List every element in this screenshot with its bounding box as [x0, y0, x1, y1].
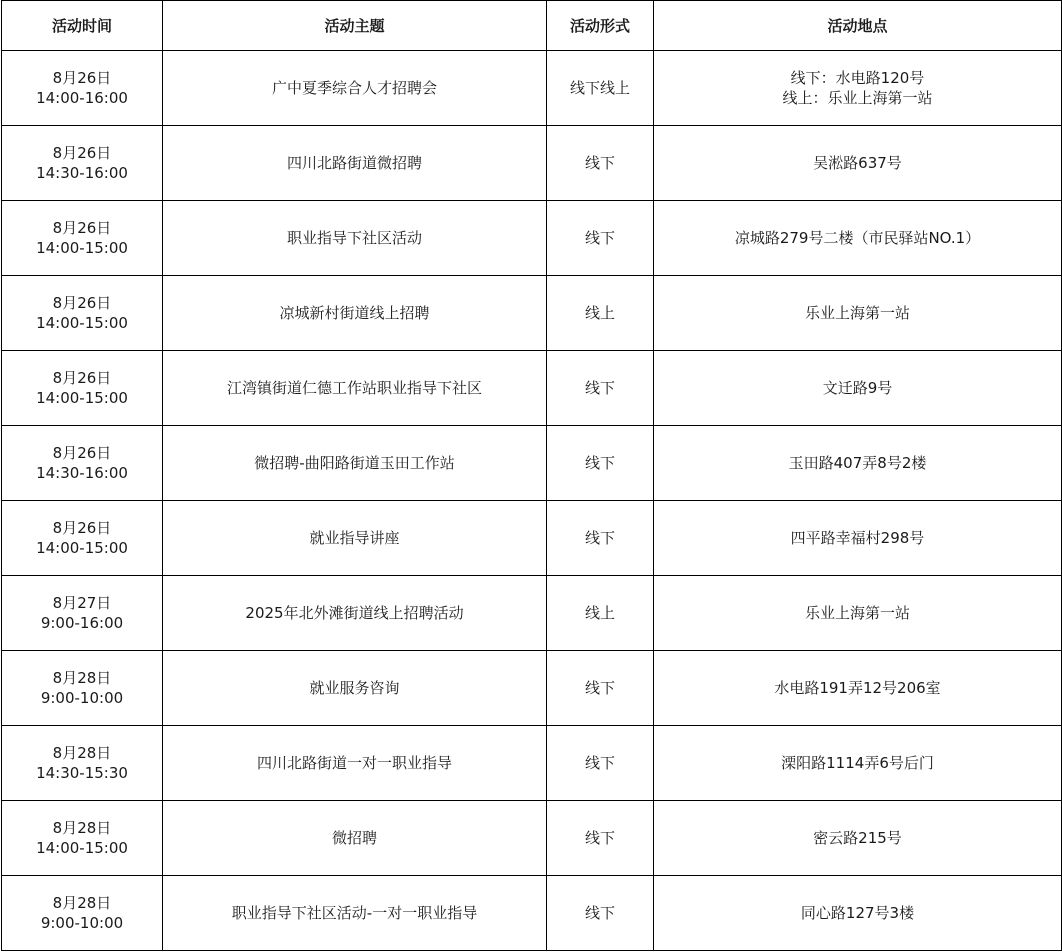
- activity-topic: 四川北路街道微招聘: [286, 154, 422, 172]
- table-row: [2, 876, 1062, 951]
- table-row: [2, 651, 1062, 726]
- cell-topic: [163, 651, 547, 726]
- activity-date: 8月27日: [52, 594, 112, 612]
- activity-place-secondary: 线上：乐业上海第一站: [782, 89, 933, 107]
- activity-place: 线下：水电路120号: [790, 69, 925, 87]
- cell-form: [547, 351, 654, 426]
- activity-time-range: 14:00-15:00: [36, 314, 128, 332]
- activity-form: 线下: [584, 754, 615, 772]
- cell-place: [654, 51, 1062, 126]
- cell-place: [654, 651, 1062, 726]
- activity-place: 凉城路279号二楼（市民驿站NO.1）: [734, 229, 981, 247]
- cell-place: [654, 801, 1062, 876]
- activity-date: 8月26日: [52, 444, 112, 462]
- cell-topic: [163, 426, 547, 501]
- activity-form: 线下: [584, 904, 615, 922]
- activity-schedule-table: [1, 0, 1062, 951]
- cell-form: [547, 426, 654, 501]
- activity-form: 线下: [584, 379, 615, 397]
- table-header-row: [2, 1, 1062, 51]
- cell-place: [654, 426, 1062, 501]
- activity-time-range: 14:00-16:00: [36, 89, 128, 107]
- table-row: [2, 276, 1062, 351]
- cell-form: [547, 276, 654, 351]
- activity-time-range: 14:00-15:00: [36, 839, 128, 857]
- activity-place: 乐业上海第一站: [804, 304, 910, 322]
- cell-time: [2, 51, 163, 126]
- cell-topic: [163, 276, 547, 351]
- activity-topic: 江湾镇街道仁德工作站职业指导下社区: [226, 379, 482, 397]
- activity-topic: 微招聘-曲阳路街道玉田工作站: [254, 454, 455, 472]
- activity-time-range: 14:00-15:00: [36, 239, 128, 257]
- cell-form: [547, 51, 654, 126]
- table-row: [2, 501, 1062, 576]
- activity-place: 密云路215号: [813, 829, 902, 847]
- table-row: [2, 201, 1062, 276]
- activity-place: 乐业上海第一站: [804, 604, 910, 622]
- cell-form: [547, 201, 654, 276]
- activity-form: 线下线上: [569, 79, 630, 97]
- cell-topic: [163, 351, 547, 426]
- activity-topic: 职业指导下社区活动-一对一职业指导: [231, 904, 478, 922]
- activity-time-range: 9:00-16:00: [40, 614, 124, 632]
- activity-place: 四平路幸福村298号: [790, 529, 925, 547]
- cell-place: [654, 576, 1062, 651]
- activity-time-range: 9:00-10:00: [40, 689, 124, 707]
- activity-time-range: 14:00-15:00: [36, 389, 128, 407]
- table-row: [2, 801, 1062, 876]
- activity-time-range: 14:30-16:00: [36, 464, 128, 482]
- cell-place: [654, 501, 1062, 576]
- cell-place: [654, 351, 1062, 426]
- activity-date: 8月26日: [52, 294, 112, 312]
- activity-form: 线下: [584, 529, 615, 547]
- activity-date: 8月26日: [52, 144, 112, 162]
- table-row: [2, 51, 1062, 126]
- cell-topic: [163, 51, 547, 126]
- activity-time-range: 9:00-10:00: [40, 914, 124, 932]
- cell-time: [2, 426, 163, 501]
- activity-date: 8月26日: [52, 219, 112, 237]
- activity-place: 水电路191弄12号206室: [774, 679, 941, 697]
- activity-topic: 广中夏季综合人才招聘会: [271, 79, 437, 97]
- activity-time-range: 14:30-16:00: [36, 164, 128, 182]
- cell-time: [2, 126, 163, 201]
- cell-time: [2, 501, 163, 576]
- cell-topic: [163, 801, 547, 876]
- activity-date: 8月26日: [52, 69, 112, 87]
- activity-place: 玉田路407弄8号2楼: [788, 454, 927, 472]
- cell-topic: [163, 201, 547, 276]
- cell-topic: [163, 126, 547, 201]
- activity-topic: 微招聘: [331, 829, 377, 847]
- activity-form: 线上: [584, 604, 615, 622]
- cell-topic: [163, 876, 547, 951]
- cell-time: [2, 801, 163, 876]
- activity-place: 溧阳路1114弄6号后门: [781, 754, 934, 772]
- activity-form: 线下: [584, 679, 615, 697]
- cell-topic: [163, 726, 547, 801]
- activity-date: 8月26日: [52, 369, 112, 387]
- cell-form: [547, 651, 654, 726]
- cell-form: [547, 726, 654, 801]
- activity-date: 8月28日: [52, 669, 112, 687]
- activity-topic: 职业指导下社区活动: [286, 229, 422, 247]
- activity-topic: 就业指导讲座: [309, 529, 400, 547]
- activity-form: 线下: [584, 154, 615, 172]
- table-row: [2, 126, 1062, 201]
- cell-topic: [163, 576, 547, 651]
- cell-time: [2, 276, 163, 351]
- cell-place: [654, 201, 1062, 276]
- activity-date: 8月28日: [52, 894, 112, 912]
- cell-place: [654, 126, 1062, 201]
- table-row: [2, 351, 1062, 426]
- cell-time: [2, 876, 163, 951]
- table-row: [2, 726, 1062, 801]
- activity-date: 8月28日: [52, 744, 112, 762]
- cell-time: [2, 726, 163, 801]
- cell-place: [654, 276, 1062, 351]
- table-row: [2, 576, 1062, 651]
- header-form: 活动形式: [547, 1, 654, 51]
- cell-form: [547, 876, 654, 951]
- activity-place: 吴淞路637号: [813, 154, 902, 172]
- header-time: 活动时间: [2, 1, 163, 51]
- activity-time-range: 14:30-15:30: [36, 764, 128, 782]
- activity-form: 线下: [584, 454, 615, 472]
- activity-date: 8月28日: [52, 819, 112, 837]
- cell-time: [2, 201, 163, 276]
- activity-topic: 就业服务咨询: [309, 679, 400, 697]
- activity-topic: 凉城新村街道线上招聘: [279, 304, 430, 322]
- activity-form: 线上: [584, 304, 615, 322]
- cell-time: [2, 576, 163, 651]
- cell-form: [547, 801, 654, 876]
- activity-form: 线下: [584, 229, 615, 247]
- activity-date: 8月26日: [52, 519, 112, 537]
- cell-place: [654, 726, 1062, 801]
- cell-time: [2, 351, 163, 426]
- activity-topic: 2025年北外滩街道线上招聘活动: [245, 604, 464, 622]
- activity-topic: 四川北路街道一对一职业指导: [256, 754, 452, 772]
- activity-form: 线下: [584, 829, 615, 847]
- cell-time: [2, 651, 163, 726]
- activity-place: 文迁路9号: [822, 379, 893, 397]
- cell-place: [654, 876, 1062, 951]
- cell-form: [547, 501, 654, 576]
- activity-place: 同心路127号3楼: [800, 904, 915, 922]
- activity-time-range: 14:00-15:00: [36, 539, 128, 557]
- header-topic: 活动主题: [163, 1, 547, 51]
- cell-form: [547, 576, 654, 651]
- table-row: [2, 426, 1062, 501]
- cell-form: [547, 126, 654, 201]
- cell-topic: [163, 501, 547, 576]
- header-place: 活动地点: [654, 1, 1062, 51]
